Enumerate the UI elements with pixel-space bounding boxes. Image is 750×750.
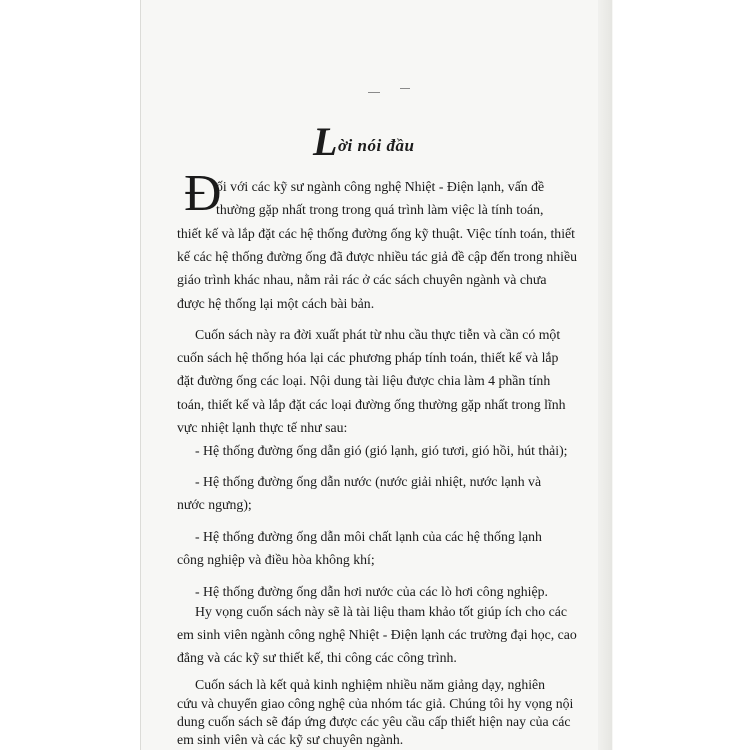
drop-cap: Đ [184,165,222,222]
list-item-continuation: công nghiệp và điều hòa không khí; [177,552,375,567]
page-title [313,119,415,164]
text-line: thường gặp nhất trong trong quá trình làm việc là tính toán, [216,202,544,217]
text-line: đặt đường ống các loại. Nội dung tài liệu được chia làm 4 phần tính [177,373,551,388]
page-edge [598,0,612,750]
text-line: ối với các kỹ sư ngành công nghệ Nhiệt - Điện lạnh, vấn đề [216,179,545,194]
scan-speck [400,88,410,89]
text-line: được hệ thống lại một cách bài bản. [177,296,375,311]
text-line: thiết kế và lắp đặt các hệ thống đường ống kỹ thuật. Việc tính toán, thiết [177,226,575,241]
text-line: Cuốn sách là kết quả kinh nghiệm nhiều năm giảng dạy, nghiên [195,677,546,692]
text-line: giáo trình khác nhau, nằm rải rác ở các sách chuyên ngành và chưa [177,272,547,287]
text-line: Cuốn sách này ra đời xuất phát từ nhu cầu thực tiễn và cần có một [195,327,561,342]
scan-speck [368,92,380,93]
text-line: vực nhiệt lạnh thực tế như sau: [177,420,348,435]
list-item: - Hệ thống đường ống dẫn gió (gió lạnh, gió tươi, gió hồi, hút thải); [195,443,568,458]
text-line: đẳng và các kỹ sư thiết kế, thi công các công trình. [177,650,457,665]
text-line: Hy vọng cuốn sách này sẽ là tài liệu tham khảo tốt giúp ích cho các [195,604,568,619]
title-rest: ời nói đầu [337,136,415,155]
title-initial: L [313,119,338,164]
text-line: cứu và chuyển giao công nghệ của nhóm tác giả. Chúng tôi hy vọng nội [177,696,574,711]
text-line: dung cuốn sách sẽ đáp ứng được các yêu cầu cấp thiết hiện nay của các [177,714,571,729]
text-line: toán, thiết kế và lắp đặt các loại đường ống thường gặp nhất trong lĩnh [177,397,566,412]
text-line: kế các hệ thống đường ống đã được nhiều tác giả đề cập đến trong nhiều [177,249,578,264]
text-line: em sinh viên và các kỹ sư chuyên ngành. [177,732,404,747]
list-item: - Hệ thống đường ống dẫn nước (nước giải nhiệt, nước lạnh và [195,474,542,489]
list-item: - Hệ thống đường ống dẫn hơi nước của các lò hơi công nghiệp. [195,584,548,599]
text-line: cuốn sách hệ thống hóa lại các phương pháp tính toán, thiết kế và lắp [177,350,559,365]
text-line: em sinh viên ngành công nghệ Nhiệt - Điện lạnh các trường đại học, cao [177,627,577,642]
list-item-continuation: nước ngưng); [177,497,252,512]
list-item: - Hệ thống đường ống dẫn môi chất lạnh của các hệ thống lạnh [195,529,542,544]
